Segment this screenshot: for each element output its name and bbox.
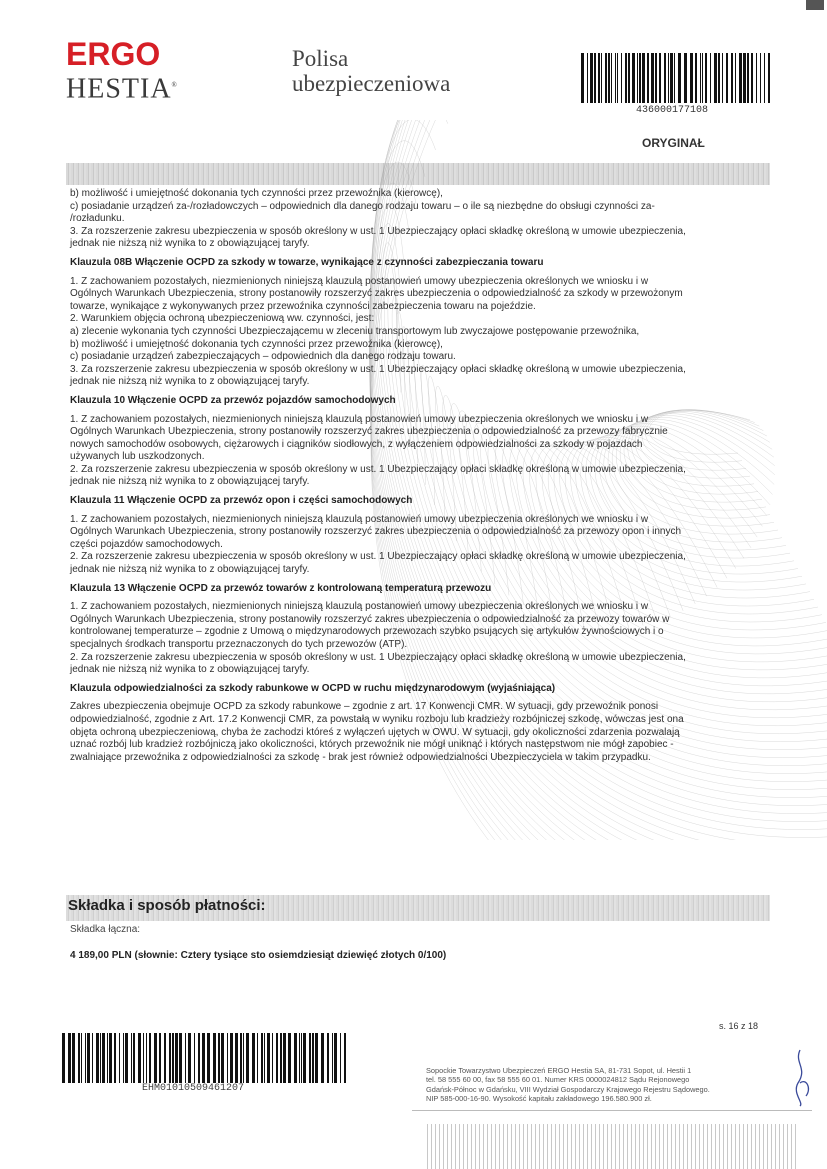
clause-line: 1. Z zachowaniem pozostałych, niezmienionych niniejszą klauzulą postanowień umowy ubezpieczenia określonych we wniosku i w bbox=[70, 513, 649, 525]
company-footer-line: Gdańsk-Północ w Gdańsku, VIII Wydział Gospodarczy Krajowego Rejestru Sądowego. bbox=[426, 1084, 710, 1094]
clause-line: jednak nie niższą niż wynika to z obowiązującej taryfy. bbox=[70, 376, 310, 388]
logo-ergo-text: ERGO bbox=[66, 36, 161, 72]
intro-line: /rozładunku. bbox=[70, 213, 125, 225]
page-number: s. 16 z 18 bbox=[719, 1021, 759, 1031]
clause-line: odpowiedzialność, zgodnie z Art. 17.2 Konwencji CMR, za powstałą w wyniku rozboju lub kradzieży rozbójniczej szkodę, wówczas jest ona bbox=[70, 713, 684, 725]
clause-line: Ogólnych Warunkach Ubezpieczenia, strony postanowiły rozszerzyć zakres ubezpieczenia o odpowiedzialność za przewozy opon i innych bbox=[70, 526, 682, 538]
intro-line: 3. Za rozszerzenie zakresu ubezpieczenia w sposób określony w ust. 1 Ubezpieczający opłaci składkę określoną w umowie ubezpieczenia, bbox=[70, 225, 686, 237]
footer-divider bbox=[412, 1110, 812, 1111]
clause-title: Klauzula 13 Włączenie OCPD za przewóz towarów z kontrolowaną temperaturą przewozu bbox=[70, 582, 492, 594]
clause-line: objęta ochroną ubezpieczeniową, chyba że zachodzi któreś z wyłączeń ujętych w OWU. W sytuacji, gdy okoliczności zdarzenia pozwalają bbox=[70, 726, 680, 738]
clause-line: Ogólnych Warunkach Ubezpieczenia, strony postanowiły rozszerzyć zakres ubezpieczenia o odpowiedzialność za przewozy fabrycznie bbox=[70, 426, 668, 438]
company-footer-line: Sopockie Towarzystwo Ubezpieczeń ERGO Hestia SA, 81-731 Sopot, ul. Hestii 1 bbox=[426, 1066, 692, 1075]
logo-hestia-text: HESTIA® bbox=[66, 73, 178, 105]
clause-block bbox=[70, 495, 770, 577]
clause-line: uznać rozbój lub kradzież rozbójniczą jako okoliczności, których przewoźnik nie mógł uniknąć i których następstwom nie mógł zapobiec - bbox=[70, 739, 674, 751]
clause-line: jednak nie niższą niż wynika to z obowiązującej taryfy. bbox=[70, 564, 310, 576]
premium-label: Składka łączna: bbox=[70, 924, 141, 935]
clause-line: 1. Z zachowaniem pozostałych, niezmienionych niniejszą klauzulą postanowień umowy ubezpieczenia określonych we wniosku i w bbox=[70, 413, 649, 425]
clause-line: 3. Za rozszerzenie zakresu ubezpieczenia w sposób określony w ust. 1 Ubezpieczający opłaci składkę określoną w umowie ubezpieczenia, bbox=[70, 363, 686, 375]
clause-line: b) możliwość i umiejętność dokonania tych czynności przez przewoźnika (kierowcę), bbox=[70, 338, 443, 350]
clause-line: jednak nie niższą niż wynika to z obowiązującej taryfy. bbox=[70, 664, 310, 676]
document-barcode-number: EHM01010509461207 bbox=[142, 1083, 245, 1094]
footer-stripes bbox=[427, 1124, 797, 1169]
clause-line: 2. Za rozszerzenie zakresu ubezpieczenia w sposób określony w ust. 1 Ubezpieczający opłaci składkę określoną w umowie ubezpieczenia, bbox=[70, 463, 686, 475]
ergo-hestia-logo bbox=[66, 38, 176, 104]
policy-clauses bbox=[70, 188, 770, 764]
clause-line: 2. Za rozszerzenie zakresu ubezpieczenia w sposób określony w ust. 1 Ubezpieczający opłaci składkę określoną w umowie ubezpieczenia, bbox=[70, 551, 686, 563]
clause-line: Ogólnych Warunkach Ubezpieczenia, strony postanowiły rozszerzyć zakres ubezpieczenia o odpowiedzialność za szkody w przewożonym bbox=[70, 288, 683, 300]
clause-block bbox=[70, 257, 770, 389]
clause-line: Ogólnych Warunkach Ubezpieczenia, strony postanowiły rozszerzyć zakres ubezpieczenia o odpowiedzialność za przewozy towarów w bbox=[70, 613, 670, 625]
clause-line: używanych lub uszkodzonych. bbox=[70, 451, 205, 463]
intro-block bbox=[70, 188, 770, 251]
clause-line: 1. Z zachowaniem pozostałych, niezmienionych niniejszą klauzulą postanowień umowy ubezpieczenia określonych we wniosku i w bbox=[70, 275, 649, 287]
clause-block bbox=[70, 583, 770, 677]
document-title bbox=[292, 46, 450, 96]
clause-title: Klauzula 11 Włączenie OCPD za przewóz opon i części samochodowych bbox=[70, 495, 413, 507]
document-barcode bbox=[62, 1033, 348, 1083]
clause-line: specjalnych środkach transportu przeznaczonych do tych przewozów (ATP). bbox=[70, 639, 408, 650]
document-title-line2: ubezpieczeniowa bbox=[292, 71, 451, 96]
clause-line: części pojazdów samochodowych. bbox=[70, 538, 223, 550]
clause-line: nowych samochodów osobowych, ciężarowych i ciągników siodłowych, z wyłączeniem odpowiedzialności za szkody w pojazdach bbox=[70, 438, 643, 450]
clause-line: 1. Z zachowaniem pozostałych, niezmienionych niniejszą klauzulą postanowień umowy ubezpieczenia określonych we wniosku i w bbox=[70, 601, 649, 613]
policy-barcode bbox=[581, 53, 771, 103]
company-footer bbox=[426, 1066, 790, 1103]
clause-line: towarze, wynikające z wykonywanych przez przewoźnika czynności zabezpieczenia towaru na pojeździe. bbox=[70, 300, 536, 312]
clause-line: 2. Za rozszerzenie zakresu ubezpieczenia w sposób określony w ust. 1 Ubezpieczający opłaci składkę określoną w umowie ubezpieczenia, bbox=[70, 651, 686, 663]
clause-title: Klauzula 08B Włączenie OCPD za szkody w towarze, wynikające z czynności zabezpieczania towaru bbox=[70, 256, 544, 268]
company-footer-line: NIP 585-000-16-90. Wysokość kapitału zakładowego 196.580.900 zł. bbox=[426, 1093, 652, 1103]
company-footer-line: tel. 58 555 60 00, fax 58 555 60 01. Numer KRS 0000024812 Sądu Rejonowego bbox=[426, 1075, 690, 1085]
clause-title: Klauzula 10 Włączenie OCPD za przewóz pojazdów samochodowych bbox=[70, 394, 396, 406]
clause-line: c) posiadanie urządzeń zabezpieczających – odpowiednich dla danego rodzaju towaru. bbox=[70, 351, 456, 363]
document-title-line1: Polisa bbox=[292, 46, 349, 71]
premium-value: 4 189,00 PLN (słownie: Cztery tysiące sto osiemdziesiąt dziewięć złotych 0/100) bbox=[70, 950, 447, 961]
intro-line: b) możliwość i umiejętność dokonania tych czynności przez przewoźnika (kierowcę), bbox=[70, 188, 443, 199]
clause-block bbox=[70, 395, 770, 489]
clause-title: Klauzula odpowiedzialności za szkody rabunkowe w OCPD w ruchu międzynarodowym (wyjaśniająca) bbox=[70, 682, 556, 694]
clause-block bbox=[70, 683, 770, 765]
clause-line: zwalniające przewoźnika z odpowiedzialności za szkodę - brak jest również odpowiedzialności Ubezpieczyciela w takim przypadku. bbox=[70, 751, 651, 763]
header-grey-band bbox=[66, 163, 770, 185]
clause-line: Zakres ubezpieczenia obejmuje OCPD za szkody rabunkowe – zgodnie z art. 17 Konwencji CMR. W sytuacji, gdy przewoźnik ponosi bbox=[70, 701, 659, 713]
handwritten-signature bbox=[790, 1048, 820, 1108]
intro-line: c) posiadanie urządzeń za-/rozładowczych – odpowiednich dla danego rodzaju towaru – o ile są niezbędne do obsługi czynności za- bbox=[70, 200, 655, 212]
payment-section-title: Składka i sposób płatności: bbox=[68, 897, 266, 914]
clause-line: kontrolowanej temperaturze – zgodnie z Umową o międzynarodowych przewozach szybko psujących się artykułów żywnościowych i o bbox=[70, 626, 664, 638]
policy-barcode-number: 436000177108 bbox=[636, 105, 709, 116]
clause-line: a) zlecenie wykonania tych czynności Ubezpieczającemu w zleceniu transportowym lub zwyczajowe postępowanie przewoźnika, bbox=[70, 325, 640, 337]
clause-line: 2. Warunkiem objęcia ochroną ubezpieczeniową ww. czynności, jest: bbox=[70, 313, 375, 325]
clause-line: jednak nie niższą niż wynika to z obowiązującej taryfy. bbox=[70, 476, 310, 488]
intro-line: jednak nie niższą niż wynika to z obowiązującej taryfy. bbox=[70, 238, 310, 250]
original-label: ORYGINAŁ bbox=[642, 136, 705, 150]
corner-mark bbox=[800, 0, 827, 12]
